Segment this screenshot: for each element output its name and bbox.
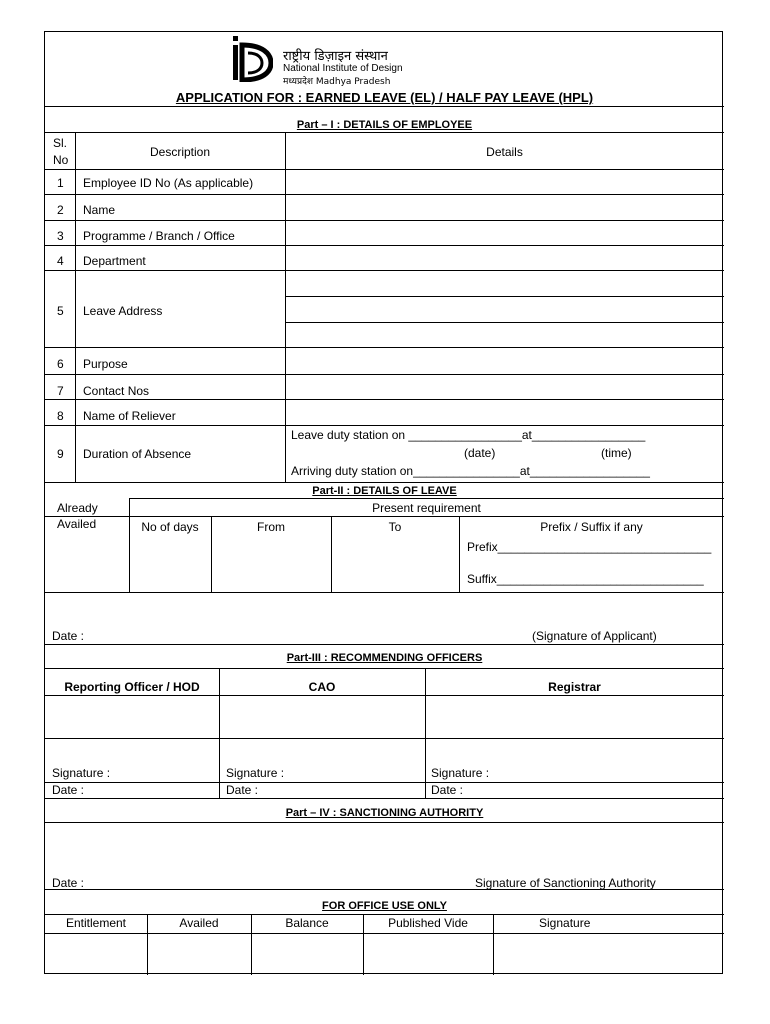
availed-label: Availed (57, 517, 97, 531)
row-no: 3 (57, 229, 64, 243)
prefix-suffix-label: Prefix / Suffix if any (540, 520, 643, 534)
part1-heading: Part – I : DETAILS OF EMPLOYEE (296, 119, 473, 131)
row-no: 4 (57, 254, 64, 268)
applicant-signature-label: (Signature of Applicant) (532, 629, 657, 643)
date-caption: (date) (464, 446, 496, 460)
row-no: 9 (57, 447, 64, 461)
part3-heading: Part-III : RECOMMENDING OFFICERS (286, 652, 483, 664)
col-details: Details (486, 145, 523, 159)
already-label: Already (57, 501, 98, 515)
row-no: 5 (57, 304, 64, 318)
row-label: Leave Address (83, 304, 163, 318)
cao-label: CAO (308, 680, 336, 694)
row-label: Duration of Absence (83, 447, 192, 461)
org-name-hindi: राष्ट्रीय डिज़ाइन संस्थान (283, 49, 388, 64)
col-no: No (53, 153, 69, 167)
part2-heading: Part-II : DETAILS OF LEAVE (312, 485, 457, 497)
signature-label: Signature : (226, 766, 285, 780)
office-use-heading: FOR OFFICE USE ONLY (322, 900, 447, 912)
form-title: APPLICATION FOR : EARNED LEAVE (EL) / HALF PAY LEAVE (HPL) (175, 90, 594, 105)
office-col-signature: Signature (539, 916, 591, 930)
reporting-officer-label: Reporting Officer / HOD (64, 680, 200, 694)
nid-logo-icon (231, 36, 273, 82)
row-label: Contact Nos (83, 384, 150, 398)
to-label: To (388, 520, 402, 534)
col-sl: Sl. (53, 136, 68, 150)
row-no: 6 (57, 357, 64, 371)
signature-label: Signature : (431, 766, 490, 780)
office-col-balance: Balance (285, 916, 329, 930)
row-label: Purpose (83, 357, 128, 371)
row-label: Programme / Branch / Office (83, 229, 235, 243)
org-name-english: National Institute of Design (283, 63, 403, 74)
signature-label: Signature : (52, 766, 111, 780)
leave-application-form (44, 31, 723, 974)
arriving-duty-station-line: Arriving duty station on________________at__________________ (291, 464, 650, 478)
sanction-signature-label: Signature of Sanctioning Authority (475, 876, 656, 890)
applicant-date-label: Date : (52, 629, 85, 643)
prefix-line: Prefix________________________________ (467, 540, 712, 554)
row-label: Department (83, 254, 146, 268)
row-no: 7 (57, 384, 64, 398)
part4-heading: Part – IV : SANCTIONING AUTHORITY (285, 807, 484, 819)
date-label: Date : (52, 783, 85, 797)
row-no: 8 (57, 409, 64, 423)
date-label: Date : (226, 783, 259, 797)
office-col-availed: Availed (179, 916, 219, 930)
row-no: 1 (57, 176, 64, 190)
org-location: मध्यप्रदेश Madhya Pradesh (283, 77, 391, 87)
time-caption: (time) (601, 446, 632, 460)
from-label: From (257, 520, 285, 534)
present-requirement-label: Present requirement (372, 501, 481, 515)
suffix-line: Suffix_______________________________ (467, 572, 704, 586)
date-label: Date : (431, 783, 464, 797)
row-label: Name of Reliever (83, 409, 176, 423)
row-label: Employee ID No (As applicable) (83, 176, 254, 190)
row-label: Name (83, 203, 116, 217)
leave-duty-station-line: Leave duty station on _________________at_________________ (291, 428, 646, 442)
office-col-published-vide: Published Vide (388, 916, 468, 930)
no-of-days-label: No of days (141, 520, 199, 534)
sanction-date-label: Date : (52, 876, 85, 890)
registrar-label: Registrar (548, 680, 601, 694)
col-description: Description (149, 145, 211, 159)
row-no: 2 (57, 203, 64, 217)
office-col-entitlement: Entitlement (65, 916, 127, 930)
